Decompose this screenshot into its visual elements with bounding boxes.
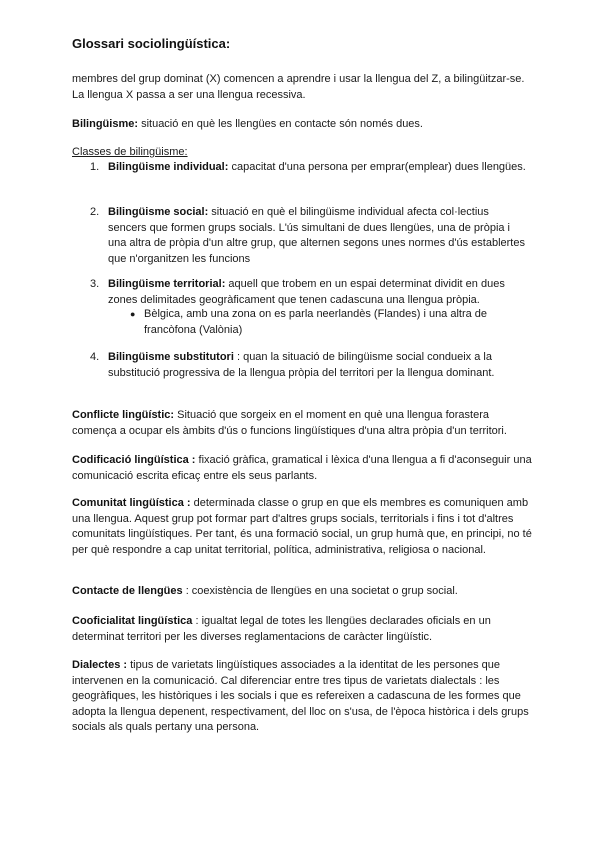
entry-definition: aquell que trobem en un espai determinat dividit en dues zones delimitades geogràficament que tenen cadascuna una llengua pròpia. [108, 278, 505, 306]
page-title: Glossari sociolingüística: [72, 36, 231, 51]
entry-definition: determinada classe o grup en que els membres es comuniquen amb una llengua. Aquest grup pot formar part d'altres grups socials, territorials i fins i tot d'altres comunitats lingüístiques. Per tant, és una formació social, un grup humà que, en principi, no té per què respondre a cap unitat territorial, política, administrativa, religiosa o nacional. [72, 497, 532, 556]
entry-term: Bilingüisme substitutori [108, 351, 234, 363]
bullet-item [130, 307, 524, 338]
list-item [90, 160, 528, 176]
entry-term: Conflicte lingüístic: [72, 409, 175, 421]
bullet-text: Bèlgica, amb una zona on es parla neerlandès (Flandes) i una altra de francòfona (Valònia) [144, 308, 488, 336]
list-item [90, 350, 528, 381]
entry-definition: situació en què el bilingüisme individual afecta col·lectius sencers que formen grups socials. L'ús simultani de dues llengües, una de pròpia i una altra de pròpia d'un altre grup, que alternen segons unes normes d'ús establertes que n'organitzen les funcions [108, 206, 525, 265]
entry-term: Bilingüisme individual: [108, 161, 229, 173]
bullet-icon: ● [130, 309, 136, 319]
entry-contacte [72, 584, 534, 600]
entry-conflicte [72, 408, 534, 439]
list-number: 2. [90, 206, 100, 218]
entry-term: Contacte de llengües [72, 585, 183, 597]
classes-heading: Classes de bilingüisme: [72, 146, 188, 158]
entry-cooficialitat [72, 614, 534, 645]
entry-term: Codificació lingüística : [72, 454, 196, 466]
intro-paragraph: membres del grup dominat (X) comencen a aprendre i usar la llengua del Z, a bilingüitzar-se. La llengua X passa a ser una llengua recessiva. [72, 73, 525, 101]
list-number: 3. [90, 278, 100, 290]
entry-definition: capacitat d'una persona per emprar(emplear) dues llengües. [228, 161, 526, 173]
entry-codificacio [72, 453, 534, 484]
entry-definition: : quan la situació de bilingüisme social condueix a la substitució progressiva de la llengua pròpia del territori per la llengua dominant. [108, 351, 495, 379]
list-item [90, 277, 528, 308]
list-number: 1. [90, 161, 100, 173]
entry-definition: fixació gràfica, gramatical i lèxica d'una llengua a fi d'aconseguir una comunicació escrita eficaç entre els seus parlants. [72, 454, 532, 482]
entry-term: Cooficialitat lingüística [72, 615, 193, 627]
entry-term: Bilingüisme social: [108, 206, 209, 218]
entry-definition: tipus de varietats lingüístiques associades a la identitat de les persones que intervenen en la comunicació. Cal diferenciar entre tres tipus de varietats dialectals : les geogràfiques, les històriques i les socials i que es refereixen a cadascuna de les formes que adopta la llengua depenent, respectivament, del lloc on s'usa, de l'època històrica i dels grups socials als quals pertany una persona. [72, 659, 529, 733]
entry-definition: : coexistència de llengües en una societat o grup social. [182, 585, 458, 597]
entry-term: Bilingüisme territorial: [108, 278, 226, 290]
entry-term: Dialectes : [72, 659, 128, 671]
entry-comunitat [72, 496, 534, 558]
entry-dialectes [72, 658, 534, 736]
entry-term: Bilingüisme: [72, 118, 139, 130]
entry-definition: situació en què les llengües en contacte són només dues. [138, 118, 423, 130]
entry-term: Comunitat lingüística : [72, 497, 191, 509]
entry-definition: Situació que sorgeix en el moment en què una llengua forastera comença a ocupar els àmbits d'ús o funcions lingüístiques d'una altra pròpia d'un territori. [72, 409, 507, 437]
entry-bilinguisme [72, 117, 534, 133]
list-number: 4. [90, 351, 100, 363]
entry-definition: : igualtat legal de totes les llengües declarades oficials en un determinat territori per les diverses reglamentacions de caràcter lingüístic. [72, 615, 491, 643]
list-item [90, 205, 528, 267]
